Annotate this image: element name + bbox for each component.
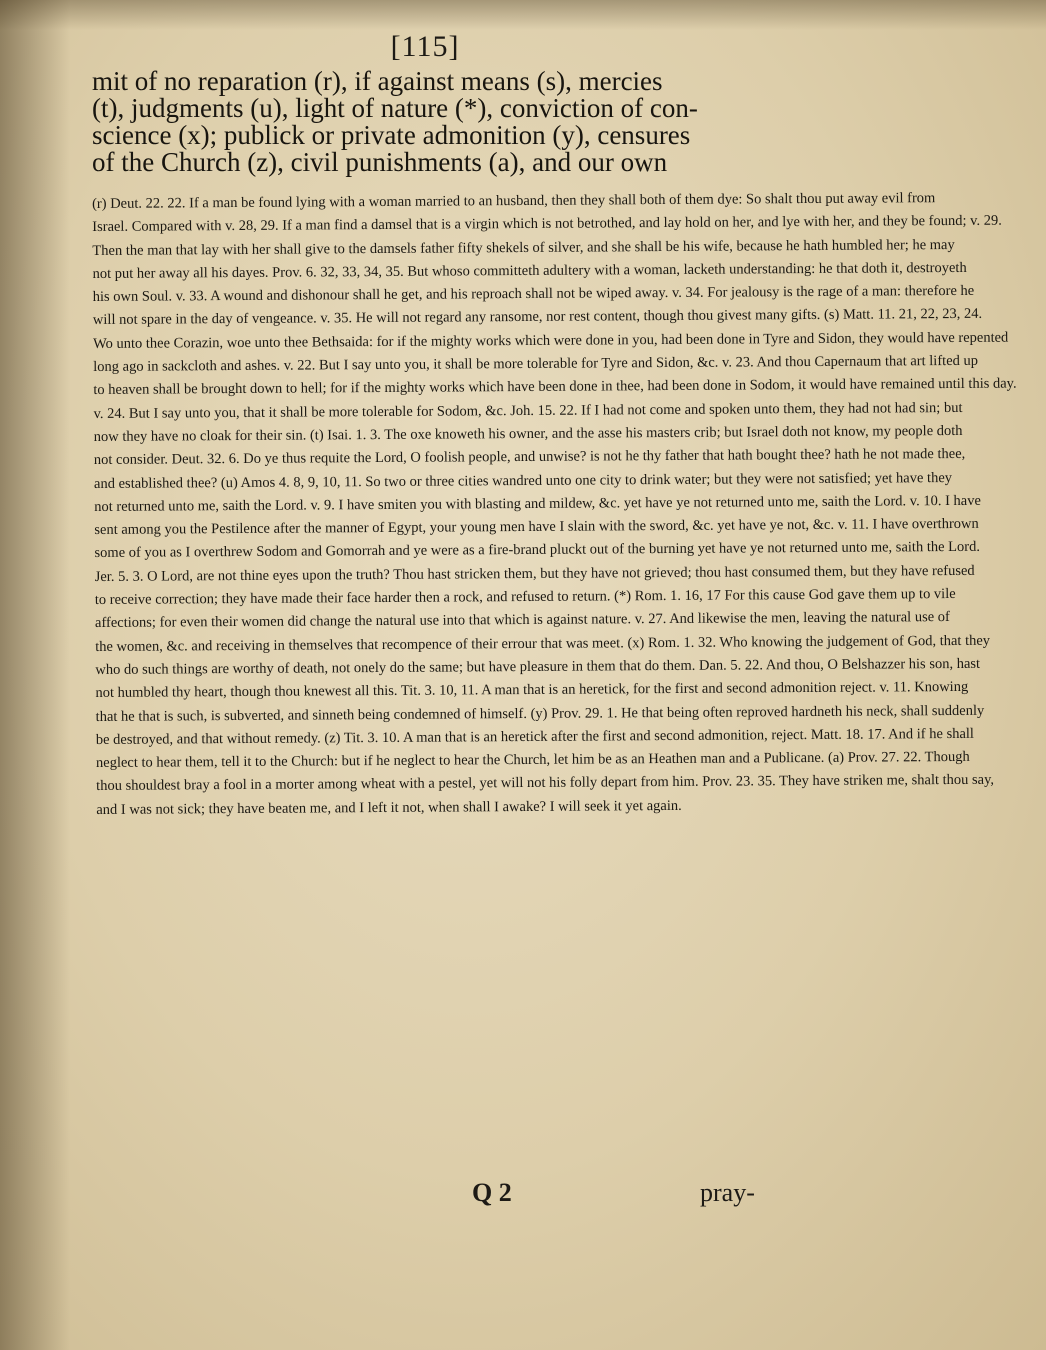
main-text-line: mit of no reparation (r), if against means (s), mercies — [92, 66, 663, 96]
footnote-line: sent among you the Pestilence after the manner of Egypt, your young men have I slain with the sword, &c. yet have ye not, &c. v. 11. I have overthrown — [94, 515, 979, 539]
footnote-line: and established thee? (u) Amos 4. 8, 9, 10, 11. So two or three cities wandred unto one city to drink water; but they were not satisfied; yet have they — [93, 469, 953, 492]
footnote-line: not consider. Deut. 32. 6. Do ye thus requite the Lord, O foolish people, and unwise? is not he thy father that hath bought thee? hath he not made thee, — [93, 446, 966, 469]
footnote-line: who do such things are worthy of death, not onely do the same; but have pleasure in them that do them. Dan. 5. 22. And thou, O Belshazzer his son, hast — [95, 655, 981, 678]
footnote-line: affections; for even their women did change the natural use into that which is against nature. v. 27. And likewise the men, leaving the natural use of — [94, 609, 950, 632]
footnote-line: thou shouldest bray a fool in a morter among wheat with a pestel, yet will not his folly depart from him. Prov. 23. 35. They have striken me, shalt thou say, — [96, 772, 995, 795]
footnote-line: will not spare in the day of vengeance. v. 35. He will not regard any ransome, nor rest content, though thou givest many gifts. (s) Matt. 11. 21, 22, 23, 24. — [92, 306, 983, 329]
footnote-line: v. 24. But I say unto you, that it shall be more tolerable for Sodom, &c. Joh. 15. 22. If I had not come and spoken unto them, they had not had sin; but — [93, 399, 963, 422]
footnote-line: neglect to hear them, tell it to the Church: but if he neglect to hear the Church, let him be as an Heathen man and a Publicane. (a) Prov. 27. 22. Though — [95, 749, 970, 772]
footnote-line: Israel. Compared with v. 28, 29. If a man find a damsel that is a virgin which is not betrothed, and lay hold on her, and lye with her, and they be found; v. 29. — [92, 212, 1002, 236]
footnote-line: Then the man that lay with her shall give to the damsels father fifty shekels of silver, and she shall be his wife, because he hath humbled her; he may — [92, 236, 955, 259]
footnote-line: long ago in sackcloth and ashes. v. 22. But I say unto you, it shall be more tolerable for Tyre and Sidon, &c. v. 23. And thou Capernaum that art lifted up — [93, 352, 979, 376]
main-text-line: science (x); publick or private admonition (y), censures — [92, 120, 691, 150]
footnote-line: Wo unto thee Corazin, woe unto thee Bethsaida: for if the mighty works which were done in you, had been done in Tyre and Sidon, they would have repented — [92, 329, 1009, 352]
main-text-block — [92, 68, 912, 176]
footnote-line: now they have no cloak for their sin. (t) Isai. 1. 3. The oxe knoweth his owner, and the asse his masters crib; but Israel doth not know, my people doth — [93, 422, 963, 445]
page-number: [115] — [390, 30, 460, 63]
catchword: pray- — [700, 1178, 755, 1207]
footnote-line: not returned unto me, saith the Lord. v. 9. I have smiten you with blasting and mildew, &c. yet have ye not returned unto me, saith the Lord. v. 10. I have — [94, 492, 981, 515]
footnote-line: the women, &c. and receiving in themselves that recompence of their errour that was meet. (x) Rom. 1. 32. Who knowing the judgement of God, that they — [95, 632, 991, 655]
signature-mark: Q 2 — [472, 1178, 512, 1207]
footnote-line: some of you as I overthrew Sodom and Gomorrah and ye were as a fire-brand pluckt out of the burning yet have ye not returned unto me, saith the Lord. — [94, 539, 981, 562]
main-text-line: of the Church (z), civil punishments (a), and our own — [92, 147, 668, 177]
footnote-line: not put her away all his dayes. Prov. 6. 32, 33, 34, 35. But whoso committeth adultery with a woman, lacketh understanding: he that doth it, destroyeth — [92, 259, 967, 282]
footnote-line: (r) Deut. 22. 22. If a man be found lying with a woman married to an husband, then they shall both of them dye: So shalt thou put away evil from — [92, 190, 936, 212]
top-edge-shadow — [0, 0, 1046, 30]
footnote-line: be destroyed, and that without remedy. (z) Tit. 3. 10. A man that is an heretick after the first and second admonition, reject. Matt. 18. 17. And if he shall — [95, 725, 974, 748]
gutter-shadow — [0, 0, 70, 1350]
footnote-line: that he that is such, is subverted, and sinneth being condemned of himself. (y) Prov. 29. 1. He that being often reproved hardneth his neck, shall suddenly — [95, 702, 985, 725]
footnote-line: not humbled thy heart, though thou knewest all this. Tit. 3. 10, 11. A man that is an heretick, for the first and second admonition reject. v. 11. Knowing — [95, 679, 969, 702]
main-text-line: (t), judgments (u), light of nature (*), conviction of con- — [92, 93, 698, 123]
footnotes-block — [92, 187, 1017, 822]
footnote-line: Jer. 5. 3. O Lord, are not thine eyes upon the truth? Thou hast stricken them, but they have not grieved; thou hast consumed them, but they have refused — [94, 562, 975, 585]
footnote-line: to receive correction; they have made their face harder then a rock, and refused to return. (*) Rom. 1. 16, 17 For this cause God gave them up to vile — [94, 586, 956, 609]
footnote-line: to heaven shall be brought down to hell; for if the mighty works which have been done in thee, had been done in Sodom, it would have remained until this day. — [93, 375, 1017, 399]
footnote-line: his own Soul. v. 33. A wound and dishonour shall he get, and his reproach shall not be wiped away. v. 34. For jealousy is the rage of a man: therefore he — [92, 283, 975, 306]
footnote-line: and I was not sick; they have beaten me, and I left it not, when shall I awake? I will seek it yet again. — [96, 797, 682, 818]
